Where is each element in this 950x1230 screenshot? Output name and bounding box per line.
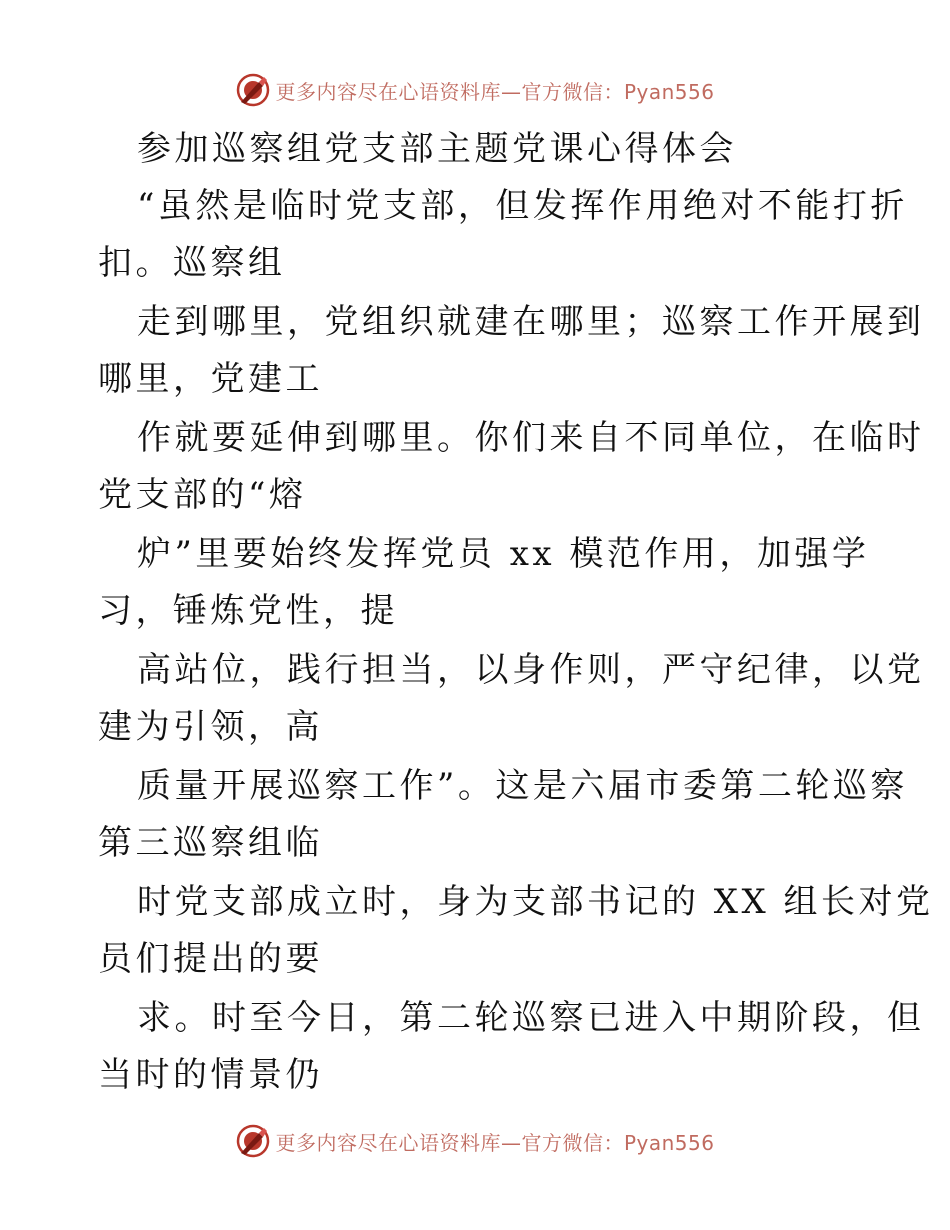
doc-line: 扣。巡察组	[98, 243, 286, 283]
doc-line: 党支部的“熔	[98, 475, 307, 515]
doc-line: 炉”里要始终发挥党员 xx 模范作用，加强学	[137, 534, 870, 574]
doc-line: 高站位，践行担当，以身作则，严守纪律，以党	[137, 650, 925, 690]
doc-line: 质量开展巡察工作”。这是六届市委第二轮巡察	[137, 766, 908, 806]
footer-watermark	[0, 1119, 950, 1163]
doc-line: 哪里，党建工	[98, 359, 323, 399]
doc-line: “虽然是临时党支部，但发挥作用绝对不能打折	[137, 186, 908, 226]
doc-title: 参加巡察组党支部主题党课心得体会	[137, 129, 737, 169]
watermark-text: 更多内容尽在心语资料库—官方微信：Pyan556	[275, 79, 715, 104]
doc-line: 第三巡察组临	[98, 823, 323, 863]
doc-line: 习，锤炼党性，提	[98, 591, 398, 631]
watermark-text: 更多内容尽在心语资料库—官方微信：Pyan556	[275, 1130, 715, 1155]
doc-line: 求。时至今日，第二轮巡察已进入中期阶段，但	[137, 998, 925, 1038]
doc-line: 建为引领，高	[98, 707, 323, 747]
doc-line: 时党支部成立时，身为支部书记的 XX 组长对党	[137, 882, 934, 922]
doc-line: 作就要延伸到哪里。你们来自不同单位，在临时	[137, 418, 925, 458]
doc-line: 员们提出的要	[98, 939, 323, 979]
pen-seal-logo-icon	[235, 1123, 271, 1159]
doc-line: 走到哪里，党组织就建在哪里；巡察工作开展到	[137, 302, 925, 342]
doc-line: 当时的情景仍	[98, 1055, 323, 1095]
